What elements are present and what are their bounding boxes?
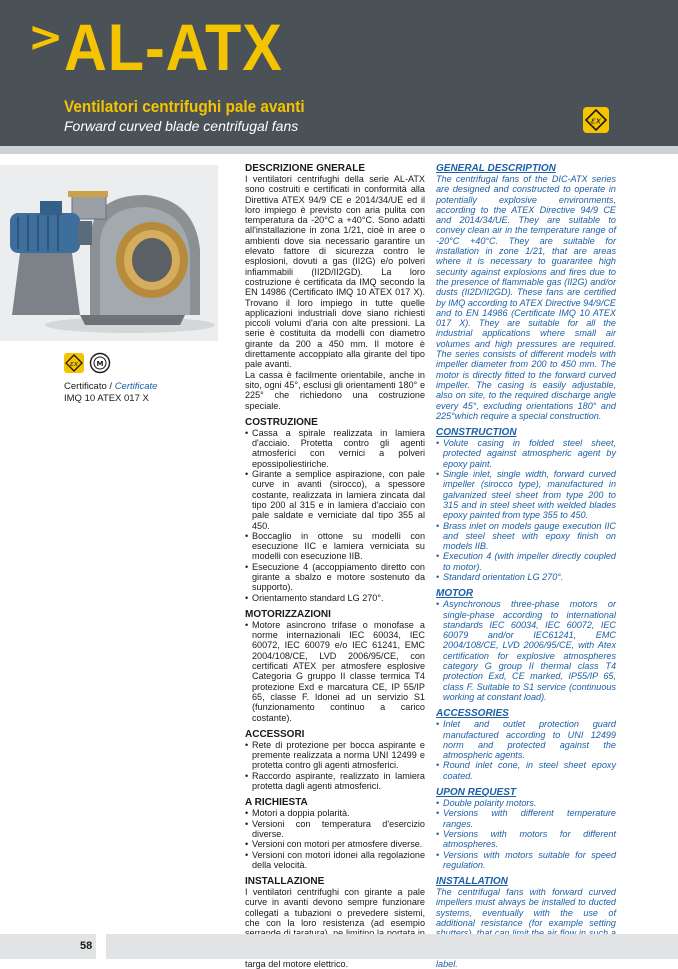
bullet-list <box>245 808 425 870</box>
subtitle-english: Forward curved blade centrifugal fans <box>64 118 299 134</box>
section-heading: GENERAL DESCRIPTION <box>436 163 556 174</box>
bullet-list <box>245 428 425 603</box>
list-item: • Single inlet, single width, forward curved impeller (sirocco type), manufactured in galvanized steel sheet from type 200 to 315 and in steel sheet with welded blades epoxy painted from type 355 to 450. <box>436 469 616 520</box>
chevron-icon: > <box>28 12 64 61</box>
certificate-info <box>64 381 157 405</box>
certificate-number: IMQ 10 ATEX 017 X <box>64 393 149 404</box>
centrifugal-fan-photo <box>0 165 218 341</box>
bullet-list <box>436 719 616 781</box>
list-item: • Orientamento standard LG 270°. <box>245 593 425 603</box>
list-item: • Brass inlet on models gauge execution IIC and steel sheet with epoxy finish on models IIB. <box>436 521 616 552</box>
list-item: • Esecuzione 4 (accoppiamento diretto con girante a sbalzo e motore sostenuto da supporto). <box>245 562 425 593</box>
list-item: • Inlet and outlet protection guard manufactured according to UNI 12499 norm and protected against the atmospheric agents. <box>436 719 616 760</box>
list-item: • Girante a semplice aspirazione, con pale curve in avanti (sirocco), a spessore costante, realizzata in lamiera zincata dal tipo 200 al 315 e in lamiera d'acciaio con pale saldate e verniciate dal tipo 355 al 450. <box>245 469 425 531</box>
paragraph: The centrifugal fans with forward curved impellers must always be installed to ducted systems, eventually with the use of additional resistance (for example setting label. <box>436 887 616 969</box>
list-item: • Versions with motors for different atmospheres. <box>436 829 616 850</box>
list-item: • Round inlet cone, in steel sheet epoxy coated. <box>436 760 616 781</box>
english-column <box>436 163 616 969</box>
bullet-list <box>245 740 425 791</box>
atex-ex-icon <box>64 353 84 373</box>
section-heading: CONSTRUCTION <box>436 427 517 439</box>
header-divider <box>0 146 678 154</box>
list-item: • Boccaglio in ottone su modelli con esecuzione IIC e lamiera verniciata su modelli con esecuzione IIB. <box>245 531 425 562</box>
bullet-list <box>436 438 616 582</box>
section-heading: INSTALLATION <box>436 876 508 888</box>
certification-icons <box>64 352 128 379</box>
imq-mark-icon <box>91 354 110 373</box>
section-heading: DESCRIZIONE GNERALE <box>245 163 366 174</box>
section-heading: MOTOR <box>436 588 474 600</box>
paragraph: The centrifugal fans of the DIC-ATX series are designed and constructed to operate in potentially explosive environments, according to the ATEX Directive 94/9 CE and 2014/34/UE. They are suitable to convey clean air in the temperature range of -20°C +40°C. They are suitable for installation in zone 1/21, that are areas where it is necessary to guarantee high security against explosions and fires due to the presence of flammable gas (II2G) and/or dusts (II2D/II2GD). These fans are certified by IMQ according to ATEX Directive 94/9/CE and to EN 14986 (Certificate IMQ 10 ATEX 017 X). They are suitable for all the industrial applications where small air volumes and high pressures are required. The series consists of different models with impeller diameter from 200 to 450 mm. The motor is directly fitted to the forward curved impeller. The casing is easily adjustable, also on site, to the required discharge angle every 45°, excluding orientations 180° and 225°which require a special construction. <box>436 174 616 421</box>
atex-ex-icon <box>583 107 609 133</box>
section-heading: MOTORIZZAZIONI <box>245 608 331 620</box>
svg-text:M: M <box>96 360 104 368</box>
subtitle-italian: Ventilatori centrifughi pale avanti <box>64 97 305 116</box>
bullet-list <box>436 599 616 702</box>
list-item: • Versioni con motori idonei alla regolazione della velocità. <box>245 850 425 871</box>
footer-bar <box>0 934 678 959</box>
bullet-list <box>245 620 425 723</box>
certificate-label-en: Certificate <box>114 381 158 392</box>
list-item: • Raccordo aspirante, realizzato in lamiera protetta dagli agenti atmosferici. <box>245 771 425 792</box>
list-item: • Cassa a spirale realizzata in lamiera d'acciaio. Protetta contro gli agenti atmosferici con vernici a polveri epossipoliestiriche. <box>245 428 425 469</box>
section-heading: COSTRUZIONE <box>245 416 318 428</box>
list-item: • Motore asincrono trifase o monofase a norme internazionali IEC 60034, IEC 60072, IEC 60079 e/o IEC 61241, EMC 2004/108/CE, LVD 2006/95/CE, con certificati ATEX per atmosfere esplosive Categoria G gruppo II classe termica T4 protezione Exd e marcatura CE, IP 55/IP 65, classe F. Idonei ad un servizio S1 (funzionamento continuo a carico costante). <box>245 620 425 723</box>
list-item: • Versioni con motori per atmosfere diverse. <box>245 839 425 849</box>
paragraph: La cassa è facilmente orientabile, anche in sito, ogni 45°, esclusi gli orientamenti 180° e 225° che richiedono una costruzione speciale. <box>245 369 425 411</box>
svg-text:εx: εx <box>70 359 78 368</box>
footer-tab <box>96 934 106 959</box>
header-band <box>0 0 678 146</box>
product-title: AL-ATX <box>64 10 283 84</box>
list-item: • Versioni con temperatura d'esercizio diverse. <box>245 819 425 840</box>
list-item: • Rete di protezione per bocca aspirante e premente realizzata a norma UNI 12499 e protetta contro gli agenti atmosferici. <box>245 740 425 771</box>
list-item: • Versions with different temperature ranges. <box>436 808 616 829</box>
list-item: • Motori a doppia polarità. <box>245 808 425 818</box>
section-heading: A RICHIESTA <box>245 797 308 809</box>
section-heading: UPON REQUEST <box>436 787 517 799</box>
list-item: • Standard orientation LG 270°. <box>436 572 616 582</box>
paragraph: I ventilatori centrifughi con girante a pale curve in avanti devono sempre funzionare collegati a tubazioni o prevedere sistemi, che con la loro resistenza (ad esempio targa del motore elettrico. <box>245 887 425 969</box>
page-number: 58 <box>80 940 93 952</box>
section-heading: INSTALLAZIONE <box>245 876 325 888</box>
list-item: • Double polarity motors. <box>436 798 616 808</box>
section-heading: ACCESSORIES <box>436 708 509 720</box>
svg-text:εx: εx <box>590 116 602 127</box>
section-heading: ACCESSORI <box>245 728 305 740</box>
list-item: • Asynchronous three-phase motors or single-phase according to international standards IEC 60034, IEC 60072, IEC 60079 and/or IEC61241, EMC 2004/108/CE, LVD 2006/95/CE, with Atex certification for explosive atmospheres category G group II thermal class T4 protection Exd, CE marked, IP55/IP 65, class F. Suitable to S1 service (continuous working at constant load). <box>436 599 616 702</box>
list-item: • Execution 4 (with impeller directly coupled to motor). <box>436 551 616 572</box>
list-item: • Versions with motors suitable for speed regulation. <box>436 850 616 871</box>
bullet-list <box>436 798 616 870</box>
italian-column <box>245 163 425 969</box>
certificate-label-it: Certificato / <box>64 381 113 392</box>
list-item: • Volute casing in folded steel sheet, protected against atmospheric agent by epoxy paint. <box>436 438 616 469</box>
paragraph: I ventilatori centrifughi della serie AL-ATX sono costruiti e certificati in conformità alla Direttiva ATEX 94/9 CE e 2014/34/UE ed il loro impiego è previsto con aria pulita con temperatura da -20°C a +40°C. Sono adatti all'installazione in zona 1/21, cioè in aree o ambienti dove sia necessario garantire un elevato fattore di sicurezza contro le esplosioni, dovuti a gas (II2G) e/o polveri infiammabili (II2D/II2GD). La loro costruzione è certificata da IMQ secondo la EN 14986 (Certificato IMQ 10 ATEX 017 X). Trovano il loro impiego in tutte quelle applicazioni industriali dove siano richiesti piccoli volumi d'aria con alte pressioni. La serie è costituita da modelli con diametro girante da 200 a 450 mm. Il motore è direttamente accoppiato alla girante del tipo pale avanti. <box>245 174 425 370</box>
